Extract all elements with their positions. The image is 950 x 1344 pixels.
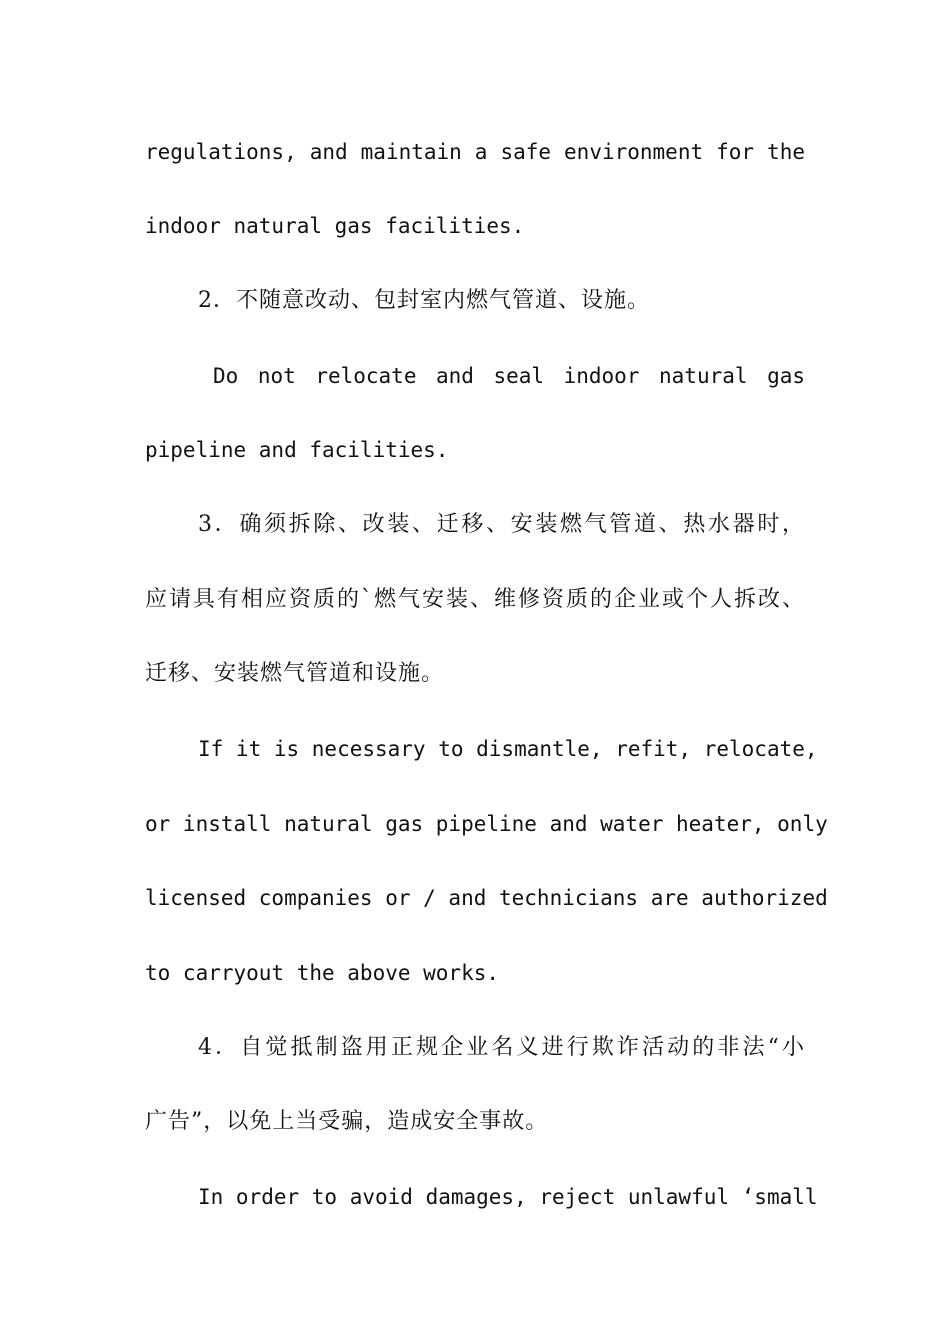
item-3-chinese-line-3: 迁移、安装燃气管道和设施。 [145, 661, 445, 686]
item-4-chinese-line-2: 广告”，以免上当受骗，造成安全事故。 [145, 1109, 549, 1134]
item-4-chinese-line-1: 4．自觉抵制盗用正规企业名义进行欺诈活动的非法“小 [198, 1035, 805, 1060]
item-2-chinese: 2．不随意改动、包封室内燃气管道、设施。 [198, 288, 650, 313]
paragraph-1-line-1: regulations, and maintain a safe environment for the [145, 140, 805, 164]
item-3-english-line-3: licensed companies or / and technicians are authorized [145, 886, 828, 910]
item-3-english-line-2: or install natural gas pipeline and water heater, only [145, 812, 828, 836]
item-3-chinese-line-1: 3．确须拆除、改装、迁移、安装燃气管道、热水器时， [198, 512, 805, 537]
item-4-english-line-1: In order to avoid damages, reject unlawful ‘small [198, 1185, 818, 1209]
item-3-english-line-4: to carryout the above works. [145, 961, 500, 985]
item-3-chinese-line-2: 应请具有相应资质的`燃气安装、维修资质的企业或个人拆改、 [145, 587, 805, 612]
item-2-english-line-1: Do not relocate and seal indoor natural gas [213, 364, 805, 388]
item-2-english-line-2: pipeline and facilities. [145, 438, 449, 462]
item-3-english-line-1: If it is necessary to dismantle, refit, relocate, [198, 737, 818, 761]
paragraph-1-line-2: indoor natural gas facilities. [145, 214, 525, 238]
